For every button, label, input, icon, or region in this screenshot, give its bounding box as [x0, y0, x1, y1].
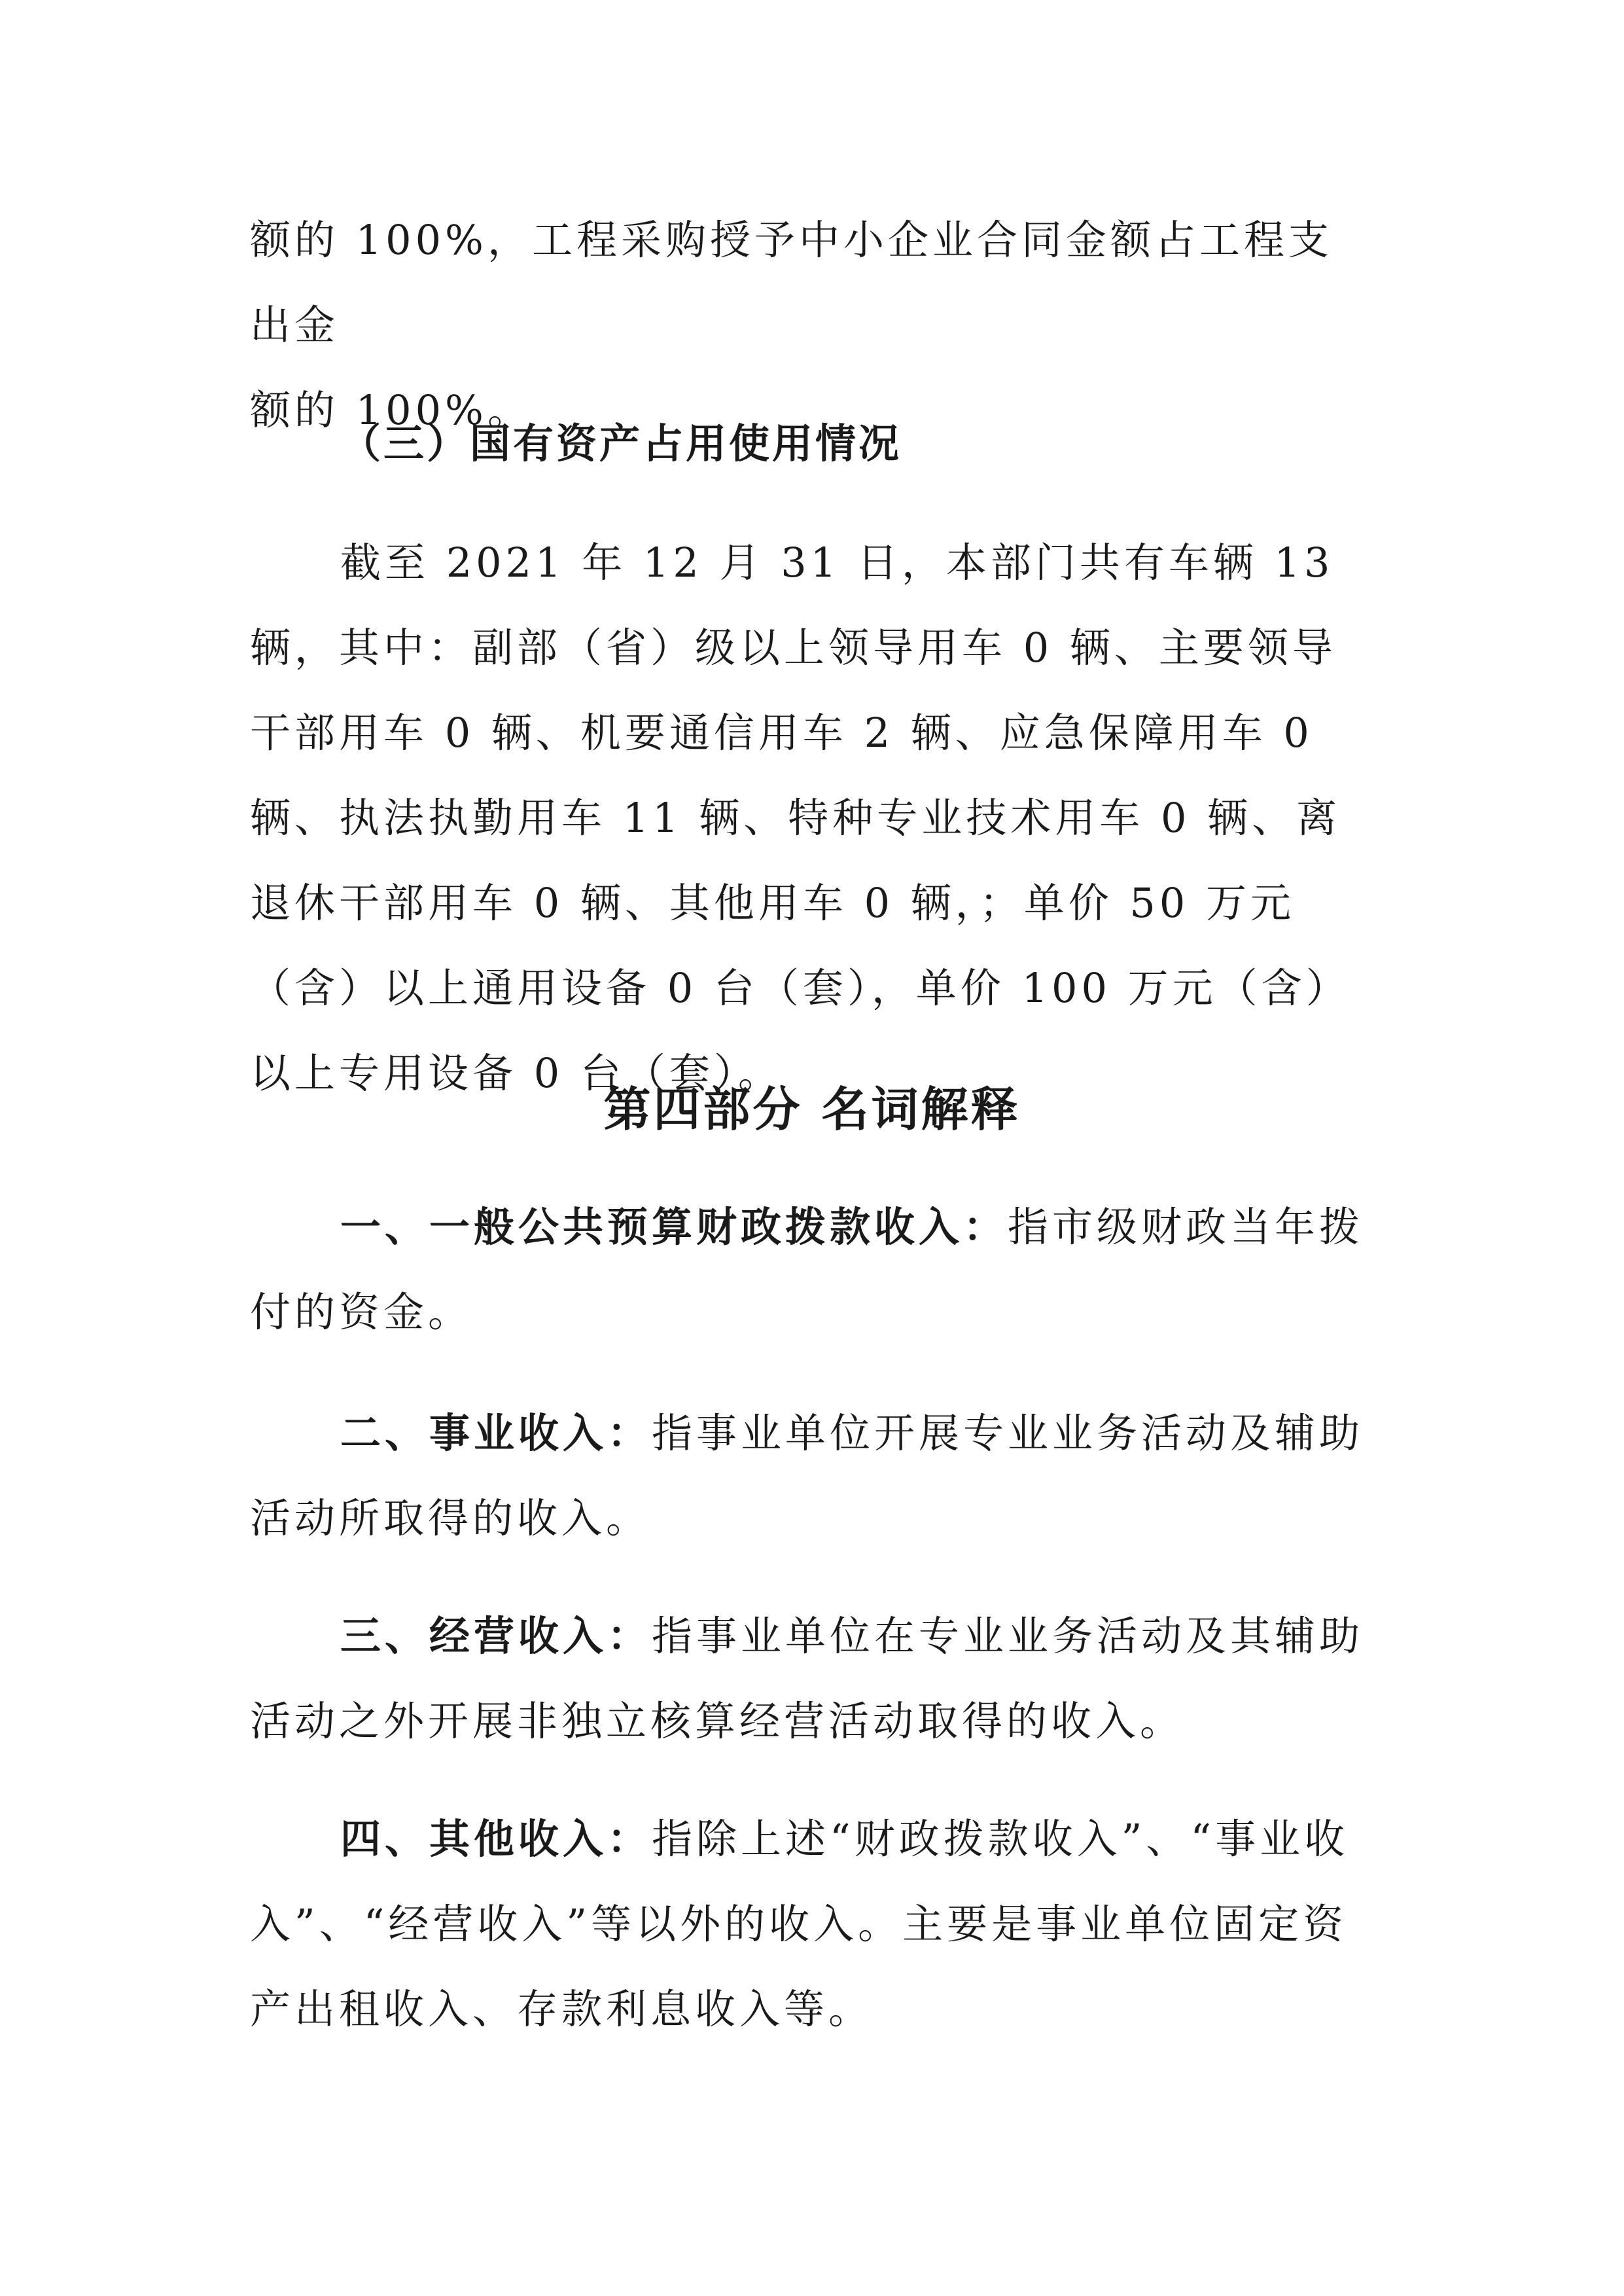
term-definition-4	[250, 1797, 1374, 2052]
part-four-title: 第四部分 名词解释	[603, 1082, 1021, 1137]
section-heading-state-assets: （三）国有资产占用使用情况	[340, 420, 902, 467]
intro-line-1: 额的 100%，工程采购授予中小企业合同金额占工程支出金	[250, 216, 1333, 349]
intro-line-2: 额的 100%。	[250, 386, 532, 434]
term-label: 三、经营收入：	[340, 1612, 652, 1660]
term-definition-3	[250, 1594, 1374, 1764]
term-text: 指事业单位开展专业业务活动及辅助活动所取得的收入。	[250, 1409, 1364, 1542]
term-label: 二、事业收入：	[340, 1409, 652, 1457]
term-label: 四、其他收入：	[340, 1815, 652, 1863]
state-assets-paragraph: 截至 2021 年 12 月 31 日，本部门共有车辆 13 辆，其中：副部（省）级以上领导用车 0 辆、主要领导干部用车 0 辆、机要通信用车 2 辆、应急保障用车 0 辆、执法执勤用车 11 辆、特种专业技术用车 0 辆、离退休干部用车 0 辆、其他用车 0 辆，；单价 50 万元（含）以上通用设备 0 台（套），单价 100 万元（含）以上专用设备 0 台（套）。	[250, 539, 1350, 1097]
term-text: 指市级财政当年拨付的资金。	[250, 1203, 1364, 1336]
term-label: 一、一般公共预算财政拨款收入：	[340, 1203, 1008, 1251]
term-text: 指除上述“财政拨款收入”、“事业收入”、“经营收入”等以外的收入。主要是事业单位固定资产出租收入、存款利息收入等。	[250, 1815, 1349, 2033]
term-definition-1	[250, 1185, 1374, 1355]
term-text: 指事业单位在专业业务活动及其辅助活动之外开展非独立核算经营活动取得的收入。	[250, 1612, 1364, 1745]
term-definition-2	[250, 1391, 1374, 1561]
